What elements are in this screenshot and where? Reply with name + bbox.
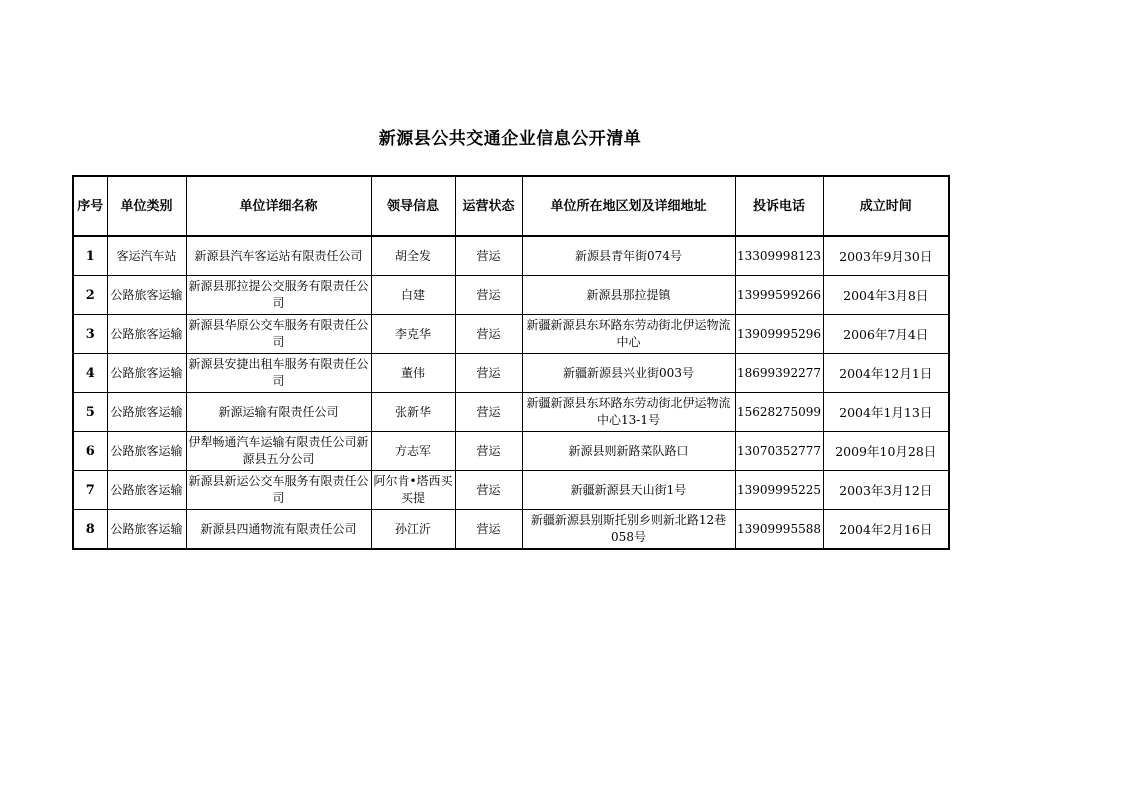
cell-phone: 13909995296 xyxy=(735,315,823,354)
header-category: 单位类别 xyxy=(107,176,186,236)
cell-no: 1 xyxy=(73,236,107,276)
cell-phone: 15628275099 xyxy=(735,393,823,432)
table-row xyxy=(73,432,949,471)
cell-leader: 阿尔肯•塔西买买提 xyxy=(371,471,455,510)
cell-status: 营运 xyxy=(455,471,522,510)
cell-date: 2009年10月28日 xyxy=(823,432,949,471)
cell-status: 营运 xyxy=(455,276,522,315)
cell-date: 2004年2月16日 xyxy=(823,510,949,550)
cell-leader: 孙江沂 xyxy=(371,510,455,550)
cell-category: 客运汽车站 xyxy=(107,236,186,276)
cell-leader: 张新华 xyxy=(371,393,455,432)
table-row xyxy=(73,276,949,315)
header-name: 单位详细名称 xyxy=(186,176,371,236)
cell-status: 营运 xyxy=(455,236,522,276)
table-row xyxy=(73,471,949,510)
page-title: 新源县公共交通企业信息公开清单 xyxy=(378,129,642,149)
cell-phone: 18699392277 xyxy=(735,354,823,393)
cell-no: 2 xyxy=(73,276,107,315)
cell-no: 7 xyxy=(73,471,107,510)
cell-address: 新源县则新路菜队路口 xyxy=(522,432,735,471)
cell-no: 4 xyxy=(73,354,107,393)
cell-phone: 13909995588 xyxy=(735,510,823,550)
cell-name: 伊犁畅通汽车运输有限责任公司新源县五分公司 xyxy=(186,432,371,471)
table-row xyxy=(73,354,949,393)
cell-status: 营运 xyxy=(455,354,522,393)
cell-phone: 13999599266 xyxy=(735,276,823,315)
cell-category: 公路旅客运输 xyxy=(107,471,186,510)
cell-phone: 13309998123 xyxy=(735,236,823,276)
header-address: 单位所在地区划及详细地址 xyxy=(522,176,735,236)
cell-no: 3 xyxy=(73,315,107,354)
cell-category: 公路旅客运输 xyxy=(107,393,186,432)
table-row xyxy=(73,315,949,354)
cell-date: 2004年1月13日 xyxy=(823,393,949,432)
cell-phone: 13909995225 xyxy=(735,471,823,510)
cell-leader: 董伟 xyxy=(371,354,455,393)
cell-address: 新源县那拉提镇 xyxy=(522,276,735,315)
cell-category: 公路旅客运输 xyxy=(107,276,186,315)
cell-date: 2004年12月1日 xyxy=(823,354,949,393)
table-header-row xyxy=(73,176,949,236)
cell-phone: 13070352777 xyxy=(735,432,823,471)
table-row xyxy=(73,393,949,432)
cell-name: 新源县华原公交车服务有限责任公司 xyxy=(186,315,371,354)
header-no: 序号 xyxy=(73,176,107,236)
cell-status: 营运 xyxy=(455,432,522,471)
cell-date: 2003年9月30日 xyxy=(823,236,949,276)
cell-date: 2004年3月8日 xyxy=(823,276,949,315)
cell-name: 新源县四通物流有限责任公司 xyxy=(186,510,371,550)
header-phone: 投诉电话 xyxy=(735,176,823,236)
cell-category: 公路旅客运输 xyxy=(107,510,186,550)
cell-no: 5 xyxy=(73,393,107,432)
header-leader: 领导信息 xyxy=(371,176,455,236)
cell-no: 6 xyxy=(73,432,107,471)
cell-date: 2006年7月4日 xyxy=(823,315,949,354)
cell-leader: 方志军 xyxy=(371,432,455,471)
table-row xyxy=(73,510,949,550)
cell-leader: 李克华 xyxy=(371,315,455,354)
cell-address: 新疆新源县东环路东劳动街北伊运物流中心 xyxy=(522,315,735,354)
cell-leader: 胡全发 xyxy=(371,236,455,276)
cell-leader: 白建 xyxy=(371,276,455,315)
cell-category: 公路旅客运输 xyxy=(107,432,186,471)
cell-status: 营运 xyxy=(455,393,522,432)
table-row xyxy=(73,236,949,276)
cell-name: 新源县新运公交车服务有限责任公司 xyxy=(186,471,371,510)
cell-address: 新疆新源县兴业街003号 xyxy=(522,354,735,393)
cell-date: 2003年3月12日 xyxy=(823,471,949,510)
header-date: 成立时间 xyxy=(823,176,949,236)
cell-name: 新源运输有限责任公司 xyxy=(186,393,371,432)
cell-name: 新源县安捷出租车服务有限责任公司 xyxy=(186,354,371,393)
cell-address: 新疆新源县别斯托别乡则新北路12巷058号 xyxy=(522,510,735,550)
cell-address: 新疆新源县天山街1号 xyxy=(522,471,735,510)
cell-category: 公路旅客运输 xyxy=(107,315,186,354)
cell-name: 新源县那拉提公交服务有限责任公司 xyxy=(186,276,371,315)
cell-no: 8 xyxy=(73,510,107,550)
cell-category: 公路旅客运输 xyxy=(107,354,186,393)
cell-status: 营运 xyxy=(455,510,522,550)
enterprise-info-table xyxy=(72,175,950,550)
cell-status: 营运 xyxy=(455,315,522,354)
cell-address: 新源县青年街074号 xyxy=(522,236,735,276)
cell-address: 新疆新源县东环路东劳动街北伊运物流中心13-1号 xyxy=(522,393,735,432)
header-status: 运营状态 xyxy=(455,176,522,236)
cell-name: 新源县汽车客运站有限责任公司 xyxy=(186,236,371,276)
